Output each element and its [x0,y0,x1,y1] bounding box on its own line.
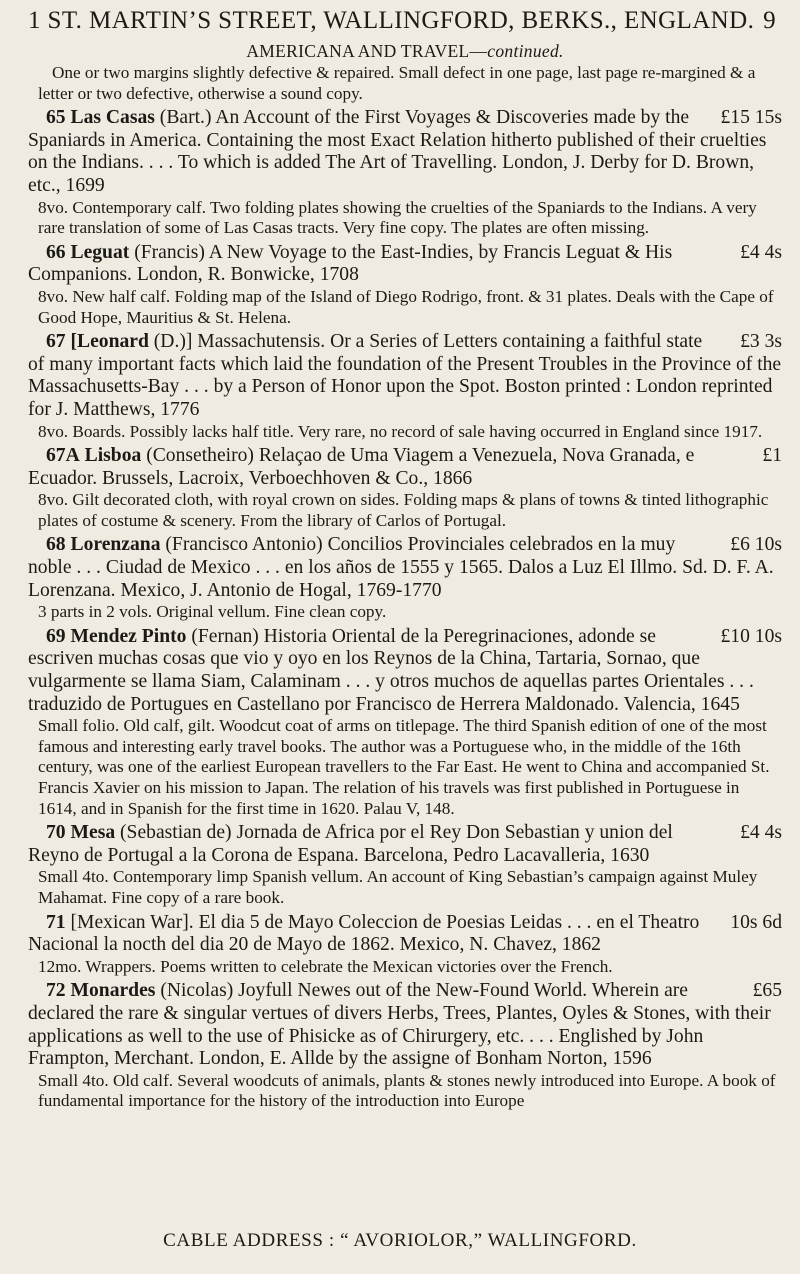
entry-number: 70 [46,822,66,844]
entry-title: (Sebastian de) Jornada de Africa por el Rey Don Sebastian y union del Reyno de Portugal a la Corona de Espana. Barcelona, Pedro Lacavalleria, 1630 [28,822,673,866]
entry-author: [Leonard [70,331,149,353]
entry-title: (Consetheiro) Relaçao de Uma Viagem a Venezuela, Nova Granada, e Ecuador. Brussels, Lacroix, Verboechhoven & Co., 1866 [28,445,695,489]
entry-heading [28,626,782,716]
catalogue-entry [28,912,782,978]
entry-title: (Fernan) Historia Oriental de la Peregrinaciones, adonde se escriven muchas cosas que vio y oyo en los Reynos de la China, Tartaria, Sornao, que vulgarmente se llama Siam, Calaminam . . . y otros muchos de aquellas partes Orientales . . . traduzido de Portugues en Castellano por Francisco de Herrera Maldonado. Valencia, 1645 [28,625,754,715]
entry-heading [28,534,782,602]
entry-description: 12mo. Wrappers. Poems written to celebrate the Mexican victories over the French. [38,956,613,976]
entry-title: (D.)] Massachutensis. Or a Series of Letters containing a faithful state of many important facts which laid the foundation of the Present Troubles in the Province of the Massachusetts-Bay . . . by a Person of Honor upon the Spot. Boston printed : London reprinted for J. Matthews, 1776 [28,331,782,420]
entry-author: Lorenzana [70,534,161,556]
entry-heading [28,912,782,957]
page-number: 9 [763,7,776,34]
entry-number: 65 [46,107,66,129]
entry-price: £6 10s [730,534,782,556]
catalogue-entry [28,107,782,239]
section-continued: continued. [487,41,564,61]
entry-number: 67 [46,331,66,353]
entry-author: Las Casas [70,107,155,129]
running-head [28,6,782,36]
entry-price: £4 4s [740,241,782,263]
catalogue-entry [28,534,782,622]
catalogue-entry [28,822,782,908]
entry-heading [28,822,782,867]
entry-price: £4 4s [740,822,782,844]
entry-price: 10s 6d [730,911,782,933]
entry-description: 8vo. Contemporary calf. Two folding plates showing the cruelties of the Spaniards to the Indians. A very rare translation of some of Las Casas tracts. Very fine copy. The plates are often missing. [38,197,757,238]
entry-heading [28,980,782,1070]
entry-author: Lisboa [84,445,142,467]
entry-price: £3 3s [740,331,782,353]
entry-price: £15 15s [720,107,782,129]
entry-title: (Francisco Antonio) Concilios Provinciales celebrados en la muy noble . . . Ciudad de Mexico . . . en los años de 1555 y 1565. Dalos a Luz El Illmo. Sd. D. F. A. Lorenzana. Mexico, J. Antonio de Hogal, 1769-1770 [28,534,774,601]
entry-title: (Bart.) An Account of the First Voyages & Discoveries made by the Spaniards in America. Containing the most Exact Relation hitherto published of their cruelties on the Indians. . . . To which is added The Art of Travelling. London, J. Derby for D. Brown, etc., 1699 [28,107,767,196]
catalogue-entry [28,980,782,1112]
entry-title: (Nicolas) Joyfull Newes out of the New-Found World. Wherein are declared the rare & singular vertues of divers Herbs, Trees, Plantes, Oyles & Stones, with their applications as well to the use of Phisicke as of Chirurgery, etc. . . . Englished by John Frampton, Merchant. London, E. Allde by the assigne of Bonham Norton, 1596 [28,980,771,1070]
entry-title: [Mexican War]. El dia 5 de Mayo Coleccion de Poesias Leidas . . . en el Theatro Nacional la nocth del dia 20 de Mayo de 1862. Mexico, N. Chavez, 1862 [28,911,700,956]
entry-description: 3 parts in 2 vols. Original vellum. Fine clean copy. [38,602,387,622]
entry-description: Small 4to. Old calf. Several woodcuts of animals, plants & stones newly introduced into Europe. A book of fundamental importance for the history of the introduction into Europe [38,1070,776,1111]
entry-price: £10 10s [720,625,782,647]
entry-list [28,107,782,1112]
entry-price: £65 [752,980,782,1002]
entry-number: 71 [46,911,66,933]
entry-heading [28,445,782,490]
entry-number: 69 [46,625,66,647]
entry-number: 66 [46,241,66,263]
entry-description: Small 4to. Contemporary limp Spanish vellum. An account of King Sebastian’s campaign against Muley Mahamat. Fine copy of a rare book. [38,867,758,907]
entry-author: Mendez Pinto [70,625,187,647]
section-title-text: AMERICANA AND TRAVEL— [246,41,488,61]
catalogue-entry [28,242,782,328]
entry-heading [28,331,782,421]
entry-description: 8vo. Boards. Possibly lacks half title. Very rare, no record of sale having occurred in England since 1917. [38,421,763,441]
catalogue-entry [28,626,782,819]
carryover-note: One or two margins slightly defective & repaired. Small defect in one page, last page re-margined & a letter or two defective, otherwise a sound copy. [38,63,756,103]
entry-description: 8vo. Gilt decorated cloth, with royal crown on sides. Folding maps & plans of towns & tinted lithographic plates of costume & scenery. From the library of Carlos of Portugal. [38,490,769,530]
cable-address-footer: CABLE ADDRESS : “ AVORIOLOR,” WALLINGFORD. [163,1230,637,1251]
section-title [28,40,782,62]
entry-number: 67A [46,445,80,467]
entry-author: Monardes [70,980,156,1002]
entry-description: 8vo. New half calf. Folding map of the Island of Diego Rodrigo, front. & 31 plates. Deals with the Cape of Good Hope, Mauritius & St. Helena. [38,286,774,327]
entry-number: 68 [46,534,66,556]
entry-heading [28,242,782,287]
catalogue-entry [28,331,782,442]
running-head-address: 1 ST. MARTIN’S STREET, WALLINGFORD, BERKS., ENGLAND. [28,7,755,34]
entry-heading [28,107,782,197]
entry-price: £1 [762,445,782,467]
entry-author: Mesa [70,822,116,844]
entry-author: Leguat [70,241,130,263]
entry-title: (Francis) A New Voyage to the East-Indies, by Francis Leguat & His Companions. London, R. Bonwicke, 1708 [28,241,673,286]
entry-number: 72 [46,980,66,1002]
entry-description: Small folio. Old calf, gilt. Woodcut coat of arms on titlepage. The third Spanish edition of one of the most famous and interesting early travel books. The author was a Portuguese who, in the middle of the 16th century, was one of the earliest European travellers to the Far East. He went to China and accompanied St. Francis Xavier on his mission to Japan. The relation of his travels was first published in Portuguese in 1614, and in Spanish for the first time in 1620. Palau V, 148. [38,716,770,818]
catalogue-entry [28,445,782,531]
